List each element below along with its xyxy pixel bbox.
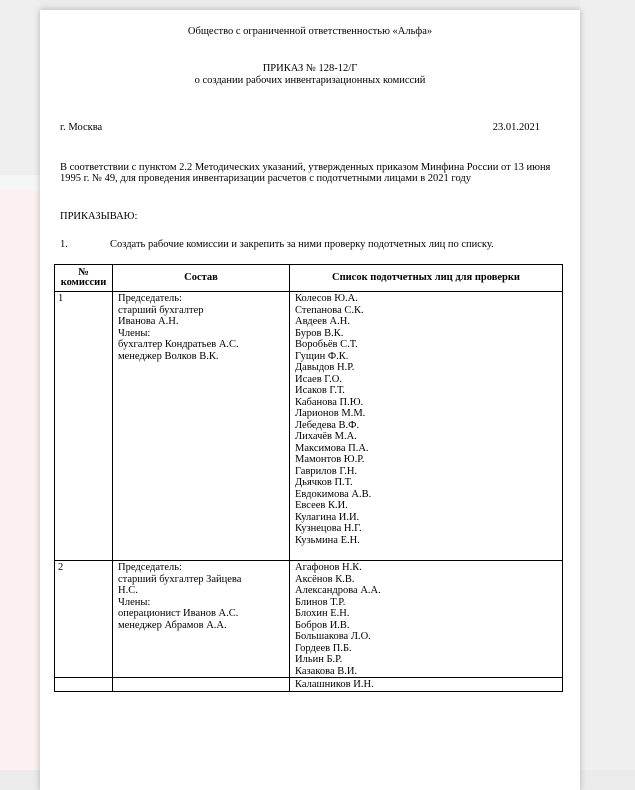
person-name: Гаврилов Г.Н. — [295, 465, 358, 477]
person-name: Воробьёв С.Т. — [295, 339, 358, 350]
composition-line: менеджер Абрамов А.А. — [118, 619, 227, 631]
header-commission-number: № комиссии — [55, 265, 113, 292]
composition-cell — [113, 292, 290, 561]
person-name: Блинов Т.Р. — [295, 596, 346, 608]
person-name: Калашников И.Н. — [295, 679, 374, 690]
table-row — [55, 678, 563, 692]
header-persons-list: Список подотчетных лиц для проверки — [290, 265, 563, 292]
person-name: Кузьмина Е.Н. — [295, 534, 360, 546]
person-name: Лебедева В.Ф. — [295, 419, 360, 431]
person-name: Мамонтов Ю.Р. — [295, 454, 365, 465]
composition-cell — [113, 678, 290, 692]
commissions-table — [54, 264, 563, 692]
composition-line: менеджер Волков В.К. — [118, 350, 219, 362]
composition-line: Председатель: — [118, 562, 182, 573]
preamble: В соответствии с пунктом 2.2 Методических указаний, утвержденных приказом Минфина России от 13 июня 1995 г. № 49, для проведения инвентаризации расчетов с подотчетными лицами в 2021 году — [60, 162, 551, 185]
header-composition: Состав — [113, 265, 290, 292]
persons-cell — [290, 292, 563, 561]
person-name: Лихачёв М.А. — [295, 431, 357, 442]
commission-number-cell — [55, 678, 113, 692]
order-title: ПРИКАЗ № 128-12/Г — [262, 63, 358, 74]
person-name: Исаев Г.О. — [295, 373, 342, 385]
person-name: Агафонов Н.К. — [295, 562, 362, 573]
person-name: Дьячков П.Т. — [295, 477, 353, 488]
person-name: Кузнецова Н.Г. — [295, 523, 362, 534]
composition-line: Члены: — [118, 327, 151, 339]
composition-line: Члены: — [118, 596, 151, 608]
person-name: Евдокимова А.В. — [295, 488, 372, 500]
person-name: Аксёнов К.В. — [295, 573, 355, 585]
persons-cell — [290, 561, 563, 678]
persons-cell — [290, 678, 563, 692]
person-name: Ларионов М.М. — [295, 408, 366, 419]
order-date: 23.01.2021 — [492, 122, 540, 133]
person-name: Колесов Ю.А. — [295, 293, 358, 304]
person-name: Максимова П.А. — [295, 442, 369, 454]
order-subtitle: о создании рабочих инвентаризационных комиссий — [194, 75, 426, 86]
item-text: Создать рабочие комиссии и закрепить за ними проверку подотчетных лиц по списку. — [110, 239, 494, 250]
person-name: Гущин Ф.К. — [295, 350, 349, 362]
person-name: Давыдов Н.Р. — [295, 362, 355, 373]
table-header-row — [55, 265, 563, 292]
person-name: Исаков Г.Т. — [295, 385, 345, 396]
item-number: 1. — [60, 239, 68, 250]
composition-line: Председатель: — [118, 293, 182, 304]
organization-name: Общество с ограниченной ответственностью «Альфа» — [187, 26, 433, 37]
person-name: Бобров И.В. — [295, 619, 350, 631]
person-name: Евсеев К.И. — [295, 500, 348, 511]
order-word: ПРИКАЗЫВАЮ: — [60, 211, 138, 222]
commission-number-cell: 1 — [55, 292, 113, 561]
person-name: Кабанова П.Ю. — [295, 396, 364, 408]
person-name: Кулагина И.И. — [295, 511, 360, 523]
person-name: Ильин Б.Р. — [295, 654, 343, 665]
composition-line: старший бухгалтер — [118, 304, 204, 316]
composition-line: Иванова А.Н. — [118, 316, 179, 327]
commission-number-cell: 2 — [55, 561, 113, 678]
left-gray-panel — [0, 0, 40, 175]
table-row — [55, 292, 563, 561]
person-name: Александрова А.А. — [295, 585, 381, 596]
composition-line: старший бухгалтер Зайцева — [118, 573, 242, 585]
composition-line: операционист Иванов А.С. — [118, 608, 239, 619]
composition-cell — [113, 561, 290, 678]
person-name: Авдеев А.Н. — [295, 316, 350, 327]
table-row — [55, 561, 563, 678]
person-name: Степанова С.К. — [295, 304, 364, 316]
composition-line: Н.С. — [118, 585, 138, 596]
right-margin-area — [580, 0, 635, 770]
person-name: Блохин Е.Н. — [295, 608, 350, 619]
person-name: Гордеев П.Б. — [295, 642, 352, 654]
person-name: Большакова Л.О. — [295, 631, 371, 642]
composition-line: бухгалтер Кондратьев А.С. — [118, 339, 239, 350]
person-name: Буров В.К. — [295, 327, 344, 339]
city: г. Москва — [60, 122, 103, 133]
left-pink-panel — [0, 190, 40, 770]
person-name: Казакова В.И. — [295, 665, 358, 677]
document-page — [40, 10, 580, 790]
left-margin-area — [0, 0, 40, 770]
